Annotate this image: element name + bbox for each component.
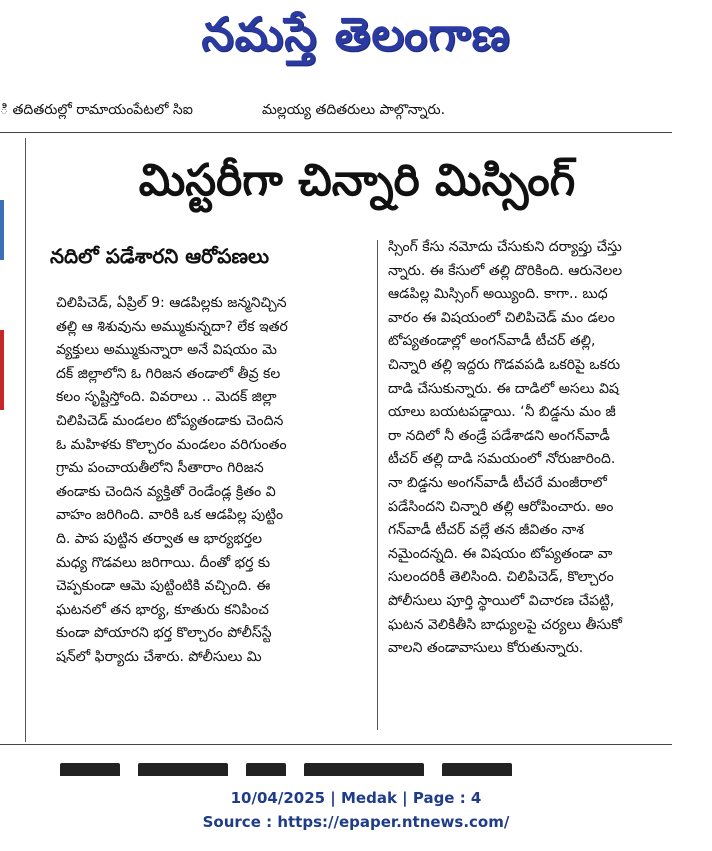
article-text-line: నా బిడ్డను అంగన్‌వాడీ టీచరే మంజీరాలో: [388, 474, 607, 491]
article-text-line: వ్యక్తులు అమ్ముకున్నారా అనే విషయం మె: [56, 342, 277, 359]
article-headline: మిస్టరీగా చిన్నారి మిస్సింగ్: [138, 155, 576, 206]
article-text-line: వాలని తండావాసులు కోరుతున్నారు.: [388, 640, 584, 657]
newspaper-logo: నమస్తే తెలంగాణ: [201, 7, 511, 61]
next-article-headline-cutoff: [60, 762, 620, 776]
article-text-line: తండాకు చెందిన వ్యక్తితో రెండేండ్ల క్రితం వి: [56, 483, 276, 500]
previous-article-snippet: [0, 96, 680, 124]
adjacent-page-edge-red: [0, 330, 4, 410]
bottom-rule: [0, 744, 672, 745]
article-text-line: చిలిపిచెడ్, ఏప్రిల్ 9: ఆడపిల్లకు జన్మనిచ్చిన: [56, 295, 287, 311]
article-text-line: టోప్యతండాల్లో అంగన్‌వాడీ టీచర్ తల్లి,: [388, 333, 596, 350]
article-text-line: యాలు బయటపడ్డాయి. ‘నీ బిడ్డను మం జీ: [388, 404, 616, 421]
masthead: [0, 0, 712, 80]
article-text-line: ఓ మహిళకు కొల్చారం మండలం వరిగుంతం: [56, 436, 287, 453]
article-text-line: దక్ జిల్లాలోని ఓ గిరిజన తండాలో తీవ్ర కల: [56, 365, 281, 382]
column-divider: [377, 240, 378, 730]
snippet-right: మల్లయ్య తదితరులు పాల్గొన్నారు.: [262, 102, 446, 118]
footer-source: Source : https://epaper.ntnews.com/: [202, 813, 510, 831]
article-left-column: [56, 292, 370, 670]
article-text-line: తల్లి ఆ శిశువును అమ్ముకున్నదా? లేక ఇతర: [56, 318, 288, 335]
article-subheading: నదిలో పడేశారని ఆరోపణలు: [50, 244, 270, 268]
adjacent-page-edge-blue: [0, 200, 4, 260]
article-text-line: చిలిపిచెడ్ మండలం టోప్యతండాకు చెందిన: [56, 412, 284, 429]
page-footer: [0, 786, 712, 834]
snippet-left: ి తదితరుల్లో రామాయంపేటలో సిఐ: [0, 102, 193, 118]
article-text-line: నమైందన్నది. ఈ విషయం టోప్యతండా వా: [388, 545, 613, 562]
footer-dateline: 10/04/2025 | Medak | Page : 4: [230, 789, 482, 807]
article-text-line: పోలీసులు పూర్తి స్థాయిలో విచారణ చేపట్టి,: [388, 592, 615, 609]
article-text-line: రా నదిలో నీ తండ్రే పడేశాడని అంగన్‌వాడీ: [388, 427, 610, 444]
article-text-line: షన్‌లో ఫిర్యాదు చేశారు. పోలీసులు మి: [56, 648, 262, 665]
article-text-line: చిన్నారి తల్లి ఇద్దరు గొడవపడి ఒకరిపై ఒకరు: [388, 356, 621, 373]
article-text-line: సులందరికీ తెలిసింది. చిలిపిచెడ్, కొల్చారం: [388, 569, 614, 586]
article-text-line: వారం ఈ విషయంలో చిలిపిచెడ్ మం డలం: [388, 309, 615, 326]
article-text-line: ది. పాప పుట్టిన తర్వాత ఆ భార్యభర్తల: [56, 530, 263, 547]
article-text-line: స్సింగ్ కేసు నమోదు చేసుకుని దర్యాప్తు చేస్తు: [388, 239, 622, 255]
article-right-column: [388, 236, 678, 661]
article-text-line: ఘటన వెలికితీసి బాధ్యులపై చర్యలు తీసుకో: [388, 616, 622, 633]
article-text-line: ఆడపిల్ల మిస్సింగ్ అయ్యింది. కాగా.. బుధ: [388, 286, 608, 303]
article-text-line: టీచర్ తల్లి దాడి సమయంలో నోరుజారింది.: [388, 451, 616, 468]
article-text-line: గ్రామ పంచాయతీలోని సీతారాం గిరిజన: [56, 460, 264, 477]
article-text-line: గన్‌వాడీ టీచర్ వల్లే తన జీవితం నాశ: [388, 522, 584, 539]
article-text-line: కలం సృష్టిస్తోంది. వివరాలు .. మెదక్ జిల్లా: [56, 389, 277, 406]
article-text-line: వాహం జరిగింది. వారికి ఒక ఆడపిల్ల పుట్టిం: [56, 507, 284, 524]
left-border: [25, 138, 26, 742]
article-text-line: కుండా పోయారని భర్త కొల్చారం పోలీస్‌స్టే: [56, 625, 272, 642]
article-text-line: చెప్పకుండా ఆమె పుట్టింటికి వచ్చింది. ఈ: [56, 578, 271, 595]
top-rule: [0, 132, 672, 133]
article-text-line: ఘటనలో తన భార్య, కూతురు కనిపించ: [56, 601, 269, 618]
article-text-line: దాడి చేసుకున్నారు. ఈ దాడిలో అసలు విష: [388, 380, 619, 397]
article-text-line: న్నారు. ఈ కేసులో తల్లి దొరికింది. ఆరునెలల: [388, 262, 623, 279]
article-text-line: మధ్య గొడవలు జరిగాయి. దీంతో భర్త కు: [56, 554, 271, 571]
article-text-line: పడేసిందని చిన్నారి తల్లి ఆరోపించారు. అం: [388, 498, 614, 515]
